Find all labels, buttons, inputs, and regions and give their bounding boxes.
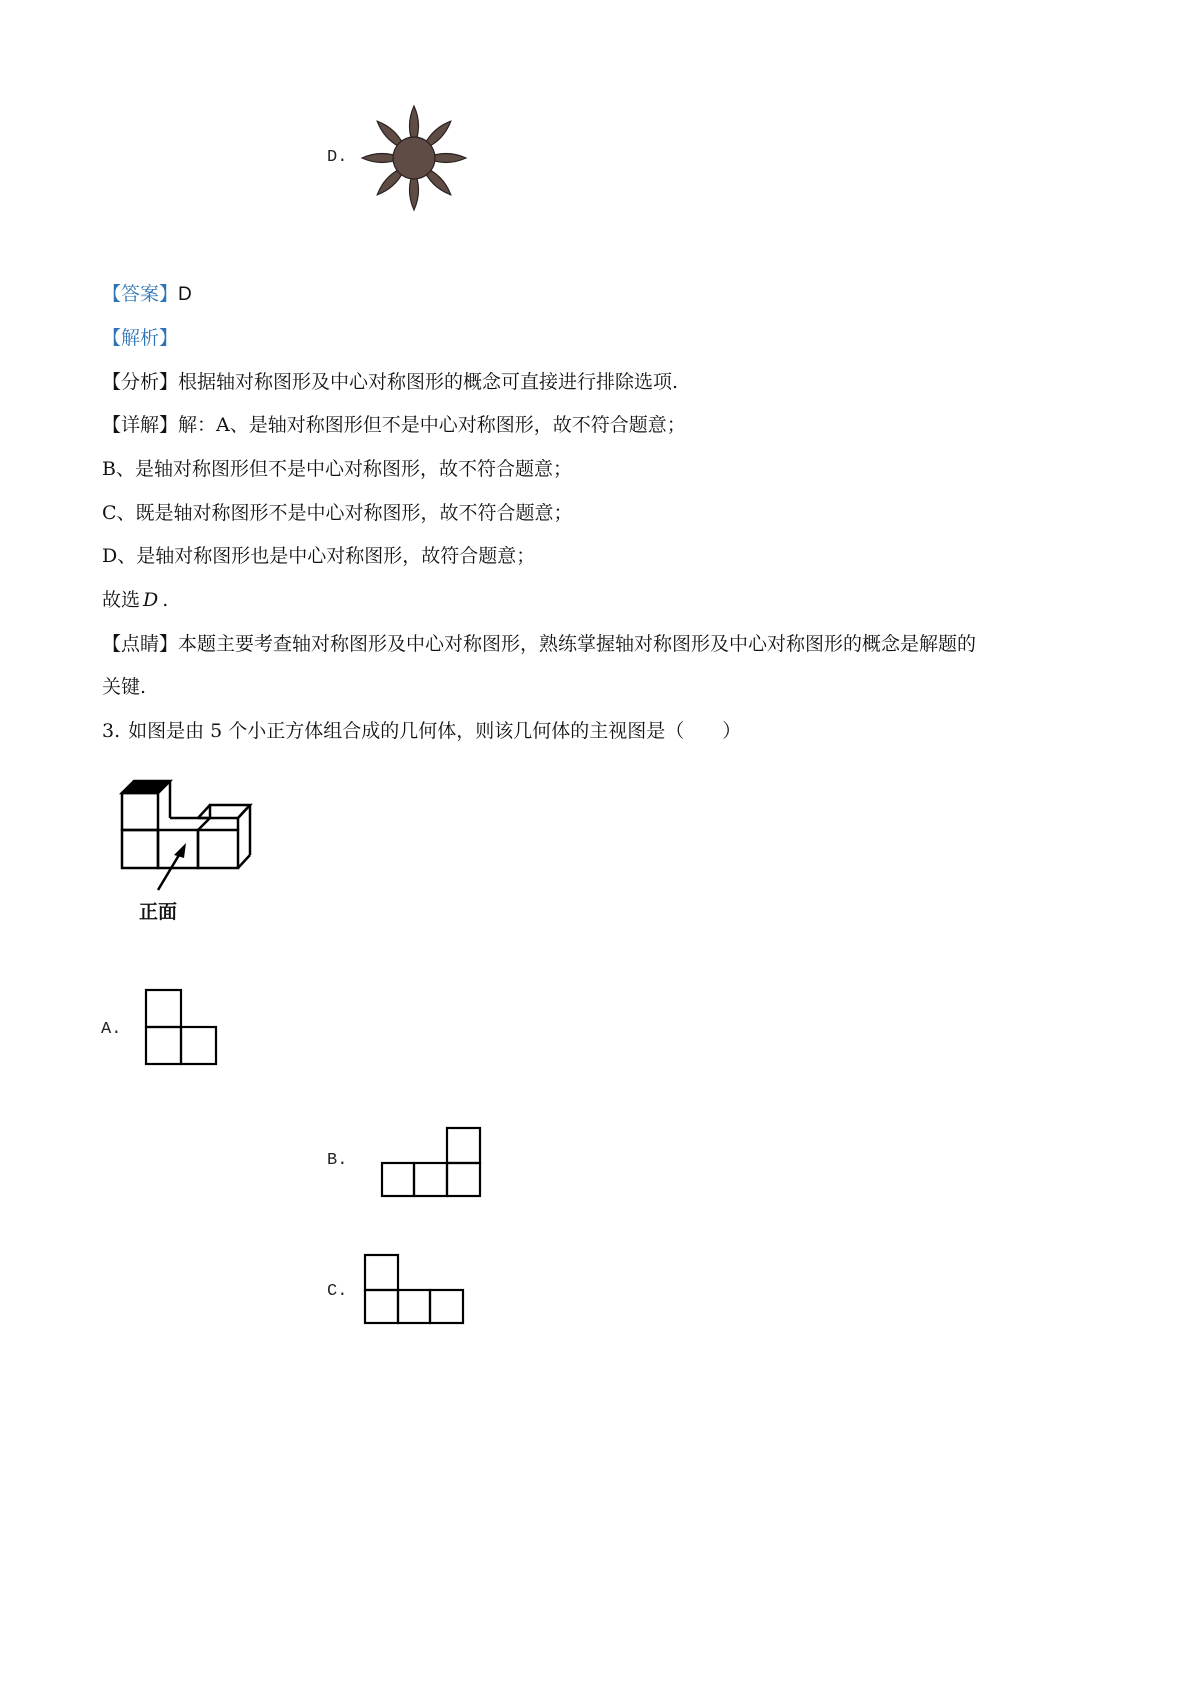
front-view-label: 正面: [139, 902, 178, 923]
option-a-figure: [144, 988, 220, 1068]
option-d-label: D.: [327, 148, 348, 167]
conclusion-letter: D: [143, 589, 159, 611]
answer-tag: 【答案】: [102, 283, 179, 305]
answer-value: D: [178, 284, 192, 305]
option-a-label: A.: [101, 1020, 122, 1039]
analysis-tag: 【分析】: [102, 371, 179, 393]
conclusion-prefix: 故选: [102, 589, 141, 611]
flower-figure: [360, 108, 470, 208]
conclusion-suffix: .: [162, 589, 169, 611]
option-b-figure: [380, 1126, 484, 1200]
question-3: [102, 722, 741, 741]
detail-line-1: [102, 416, 686, 435]
option-c-figure: [363, 1253, 467, 1327]
comment-line-1: [102, 635, 976, 654]
detail-tag: 【详解】: [102, 414, 179, 436]
option-b-label: B.: [327, 1151, 348, 1170]
detail-line-4: D、是轴对称图形也是中心对称图形，故符合题意；: [102, 545, 536, 567]
comment-text-1: 本题主要考查轴对称图形及中心对称图形，熟练掌握轴对称图形及中心对称图形的概念是解题的: [178, 633, 977, 655]
analysis-heading: 【解析】: [102, 327, 179, 349]
analysis-text: 根据轴对称图形及中心对称图形的概念可直接进行排除选项.: [178, 371, 679, 393]
comment-tag: 【点睛】: [102, 633, 179, 655]
detail-text-1: 解：A、是轴对称图形但不是中心对称图形，故不符合题意；: [178, 414, 686, 436]
detail-line-2: B、是轴对称图形但不是中心对称图形，故不符合题意；: [102, 458, 572, 480]
option-c-label: C.: [327, 1282, 348, 1301]
detail-conclusion: [102, 591, 168, 610]
question-number: 3.: [102, 720, 121, 742]
detail-line-3: C、既是轴对称图形不是中心对称图形，故不符合题意；: [102, 502, 573, 524]
analysis-line: [102, 373, 678, 392]
comment-line-2: 关键.: [102, 676, 147, 698]
answer-line: [102, 285, 192, 304]
question-text: 如图是由 5 个小正方体组合成的几何体，则该几何体的主视图是（ ）: [128, 720, 742, 742]
